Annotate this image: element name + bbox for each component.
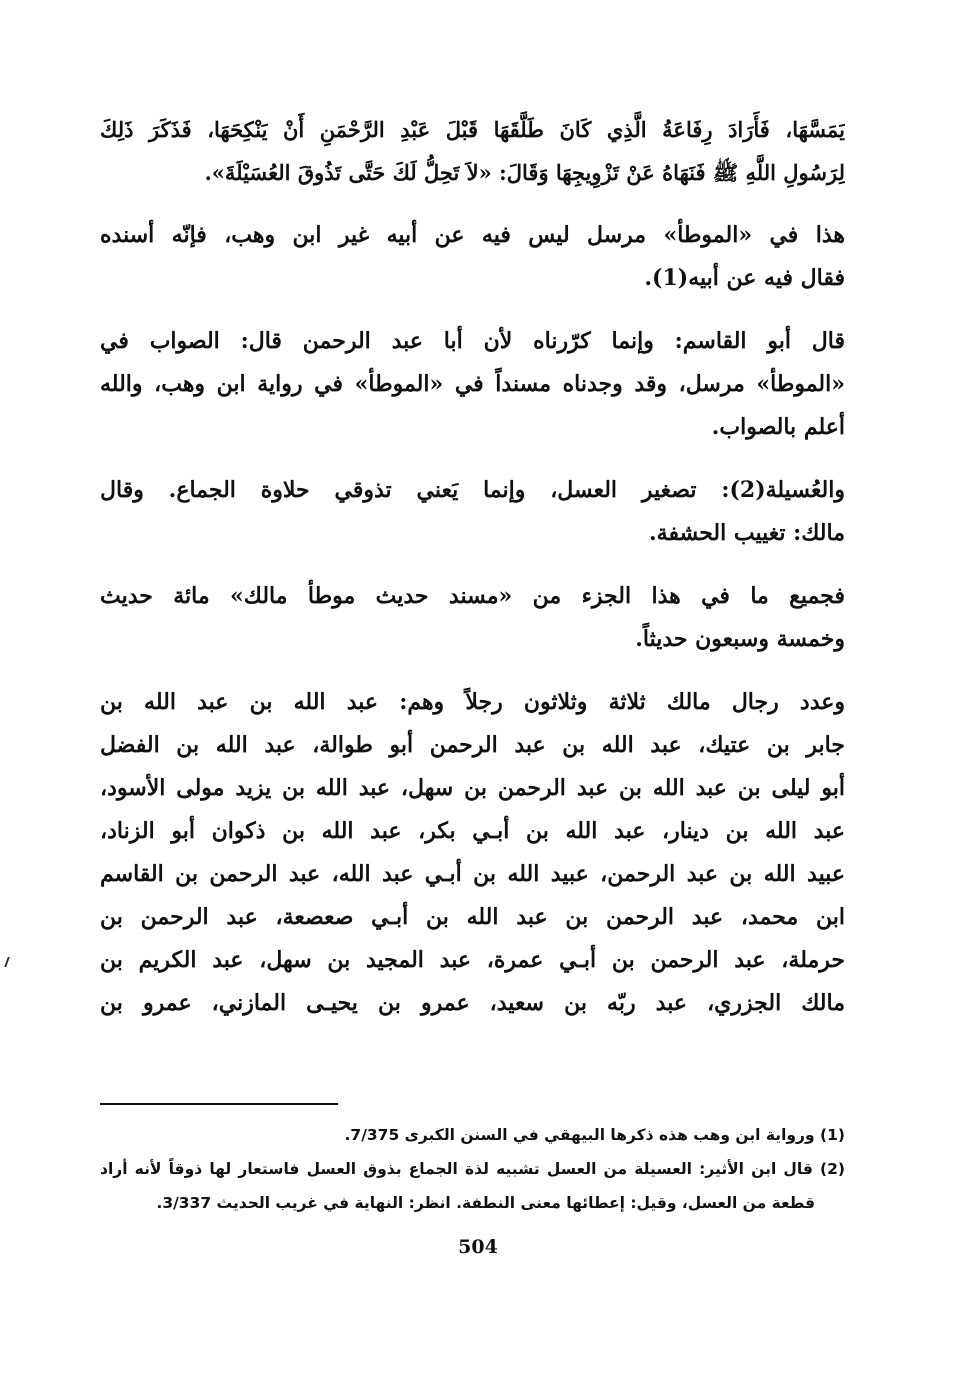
hadith-line-1: يَمَسَّهَا، فَأَرَادَ رِفَاعَةُ الَّذِي كَانَ طَلَّقَهَا قَبْلَ عَبْدِ الرَّحْمَنِ أَنْ يَنْكِحَهَا، فَذَكَرَ ذَلِكَ [100,117,845,142]
paragraph-abu-al-qasim [100,320,845,449]
paragraph-line: والعُسيلة(2): تصغير العسل، وإنما يَعني تذوقي حلاوة الجماع. وقال [100,477,845,503]
paragraph-line: أعلم بالصواب. [711,414,845,440]
margin-mark [4,957,14,967]
paragraph-line: حرملة، عبد الرحمن بن أبـي عمرة، عبد المجيد بن سهل، عبد الكريم بن [100,947,845,973]
paragraph-line: عبيد الله بن عبد الرحمن، عبيد الله بن أبـي عبد الله، عبد الرحمن بن القاسم [100,861,845,887]
footnote-2-line-1: (2) قال ابن الأثير: العسيلة من العسل تشبيه لذة الجماع بذوق العسل فاستعار لها ذوقاً لأنه أراد [100,1160,845,1178]
paragraph-line: عبد الله بن دينار، عبد الله بن أبـي بكر، عبد الله بن ذكوان أبو الزناد، [100,818,845,844]
hadith-line-2: لِرَسُولِ اللَّهِ ﷺ فَنَهَاهُ عَنْ تَزْوِيجِهَا وَقَالَ: «لاَ تَحِلُّ لَكَ حَتَّى تَذُوقَ العُسَيْلَةَ». [204,160,845,185]
paragraph-line: هذا في «الموطأ» مرسل ليس فيه عن أبيه غير ابن وهب، فإنّه أسنده [100,222,845,248]
page-body [100,108,845,1045]
paragraph-line: وعدد رجال مالك ثلاثة وثلاثون رجلاً وهم: عبد الله بن عبد الله بن [100,689,845,715]
footnote-divider [100,1103,338,1105]
paragraph-line: فجميع ما في هذا الجزء من «مسند حديث موطأ مالك» مائة حديث [100,583,845,609]
paragraph-line: مالك الجزري، عبد ربّه بن سعيد، عمرو بن يحيـى المازني، عمرو بن [100,990,845,1016]
paragraph-line: وخمسة وسبعون حديثاً. [635,626,845,652]
paragraph-muwatta-note [100,214,845,300]
paragraph-usaylah [100,469,845,555]
footnotes [100,1118,845,1220]
paragraph-line: أبو ليلى بن عبد الله بن عبد الرحمن بن سهل، عبد الله بن يزيد مولى الأسود، [100,775,845,801]
paragraph-line: مالك: تغييب الحشفة. [648,520,845,546]
paragraph-line: قال أبو القاسم: وإنما كرّرناه لأن أبا عبد الرحمن قال: الصواب في [100,328,845,354]
paragraph-line: جابر بن عتيك، عبد الله بن عبد الرحمن أبو طوالة، عبد الله بن الفضل [100,732,845,758]
paragraph-line: «الموطأ» مرسل، وقد وجدناه مسنداً في «الموطأ» في رواية ابن وهب، والله [100,371,845,397]
page-number: 504 [458,1236,498,1258]
footnote-2-line-2: قطعة من العسل، وقيل: إعطائها معنى النطفة. انظر: النهاية في غريب الحديث 3/337. [156,1194,815,1212]
paragraph-line: فقال فيه عن أبيه(1). [644,265,845,291]
paragraph-hadith-count [100,575,845,661]
paragraph-line: ابن محمد، عبد الرحمن بن عبد الله بن أبـي صعصعة، عبد الرحمن بن [100,904,845,930]
paragraph-narrators-list [100,681,845,1025]
footnote-1: (1) ورواية ابن وهب هذه ذكرها البيهقي في السنن الكبرى 7/375. [344,1126,845,1144]
hadith-ending [100,108,845,194]
